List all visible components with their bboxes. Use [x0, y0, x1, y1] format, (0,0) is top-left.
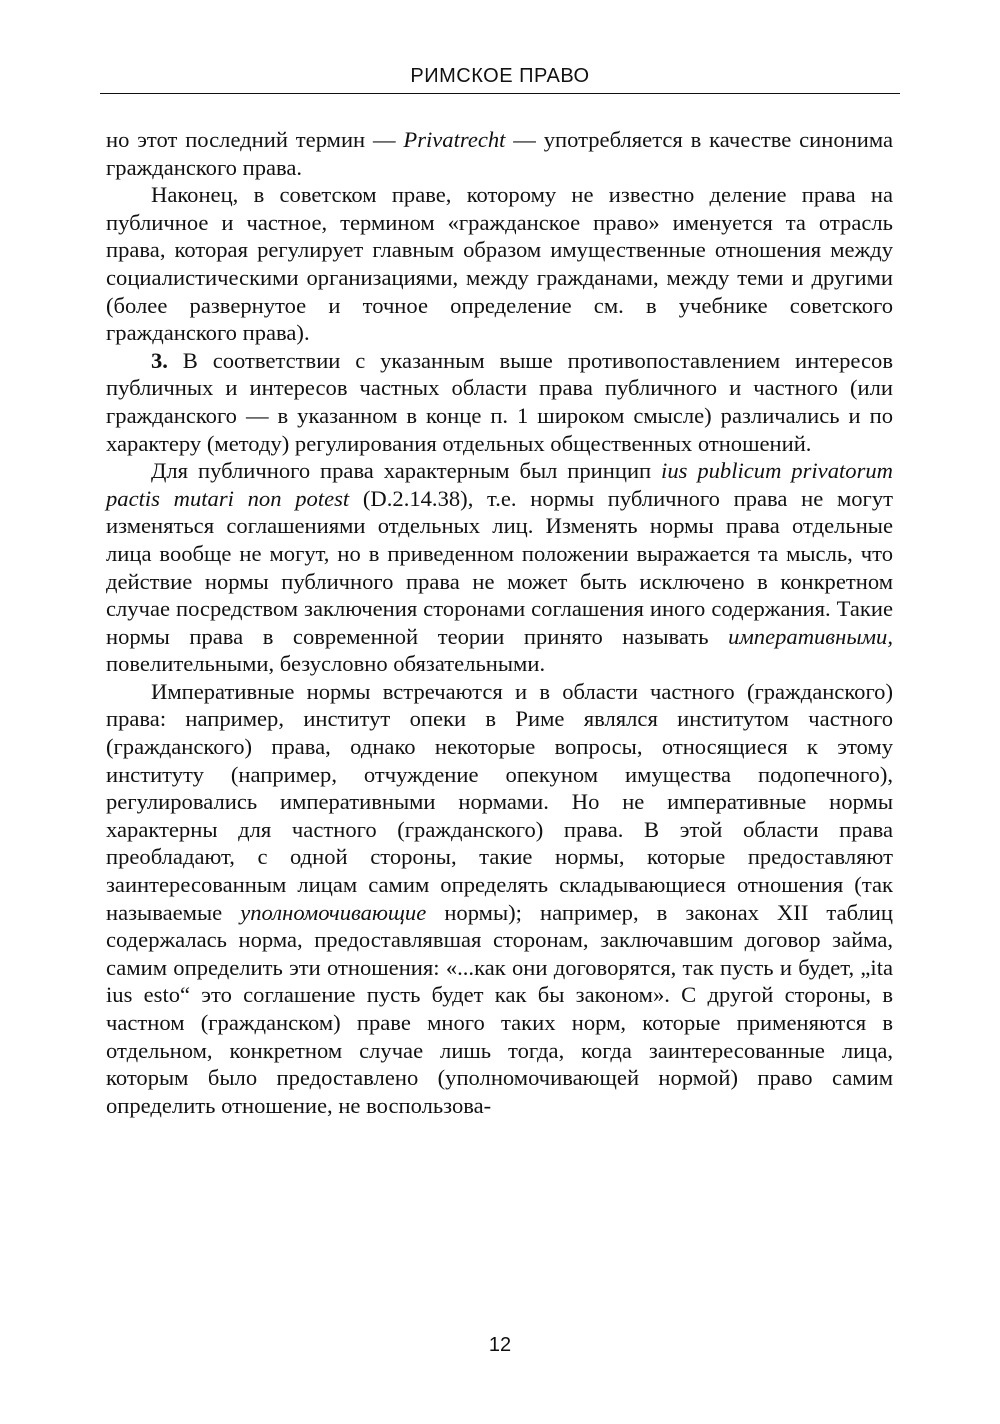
paragraph-4-latin-maxim: ius publicum privatorum pactis mutari non potest: [106, 458, 893, 511]
paragraph-4-text-b: (D.2.14.38), т.е. нормы публичного права не могут изменяться соглашениями отдельных лиц. Изменять нормы права отдельные лица вообще не могут, но в приведенном положении выражается та мысль, что действие нормы публичного права не может быть исключено в конкретном случае посредством заключения сторонами соглашения иного содержания. Такие нормы права в современной теории принято называть: [106, 485, 893, 649]
paragraph-1-text-b: — употребляется в качестве синонима гражданского права.: [106, 127, 893, 180]
running-head-title: РИМСКОЕ ПРАВО: [410, 65, 590, 87]
paragraph-1: [106, 126, 893, 181]
header-divider: [100, 93, 900, 94]
paragraph-1-italic-term: Privatrecht: [403, 127, 506, 152]
paragraph-3-number: 3.: [151, 347, 168, 373]
paragraph-3-text: В соответствии с указанным выше противопоставлением интересов публичных и интересов частных области права публичного и частного (или гражданского — в указанном в конце п. 1 широком смысле) различались и по характеру (методу) регулирования отдельных общественных отношений.: [106, 347, 893, 456]
paragraph-4-text-a: Для публичного права характерным был принцип: [151, 458, 662, 484]
paragraph-2-text: Наконец, в советском праве, которому не известно деление права на публичное и частное, термином «гражданское право» именуется та отрасль права, которая регулирует главным образом имущественные отношения между социалистическими организациями, между гражданами, между теми и другими (более развернутое и точное определение см. в учебнике советского гражданского права).: [106, 182, 893, 346]
paragraph-4-text-c: повелительными, безусловно обязательными.: [106, 651, 546, 677]
paragraph-5-text-a: Императивные нормы встречаются и в области частного (гражданского) права: например, институт опеки в Риме являлся институтом частного (гражданского) права, однако некоторые вопросы, относящиеся к этому институту (например, отчуждение опекуном имущества подопечного), регулировались императивными нормами. Но не императивные нормы характерны для частного (гражданского) права. В этой области права преобладают, с одной стороны, такие нормы, которые предоставляют заинтересованным лицам самим определять складывающиеся отношения (так называемые: [106, 678, 893, 925]
main-text: [106, 126, 893, 1119]
paragraph-4: [106, 457, 893, 678]
paragraph-5-text-b: нормы); например, в законах XII таблиц содержалась норма, предоставлявшая сторонам, заключавшим договор займа, самим определить эти отношения: «...как они договорятся, так пусть и будет, „ita ius esto“ это соглашение пусть будет как бы законом». С другой стороны, в частном (гражданском) праве много таких норм, которые применяются в отдельном, конкретном случае лишь тогда, когда заинтересованные лица, которым было предоставлено (уполномочивающей нормой) право самим определить отношение, не воспользова-: [106, 899, 893, 1118]
paragraph-4-italic-term: императивными,: [728, 623, 893, 649]
paragraph-1-text-a: но этот последний термин —: [106, 127, 404, 152]
paragraph-5-italic-term: уполномочивающие: [240, 899, 427, 925]
paragraph-3: [106, 347, 893, 457]
paragraph-2: [106, 181, 893, 347]
paragraph-5: [106, 678, 893, 1120]
page-number: 12: [488, 1334, 512, 1356]
